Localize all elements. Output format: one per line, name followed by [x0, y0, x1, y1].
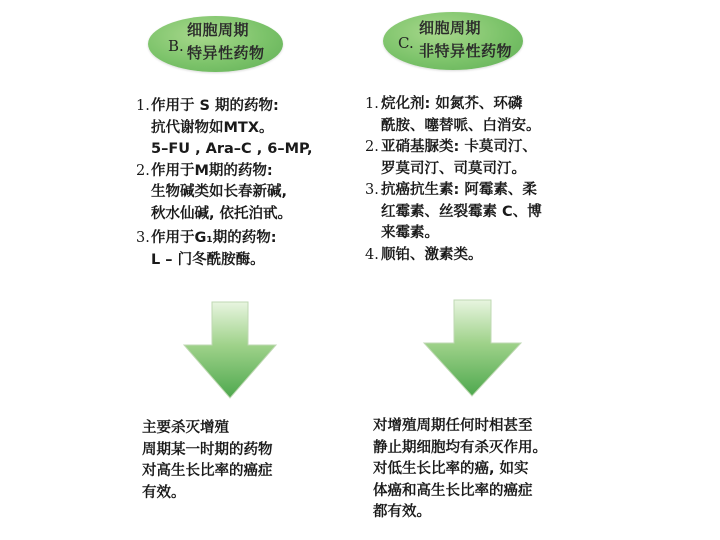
item-line: 烷化剂: 如氮芥、环磷	[381, 96, 523, 112]
drug-list-nonspecific	[365, 94, 600, 266]
result-text-specific	[142, 418, 273, 504]
result-line: 静止期细胞均有杀灭作用。	[373, 439, 547, 456]
item-line: 来霉素。	[381, 225, 439, 241]
badge-title-line2: 非特异性药物	[419, 42, 513, 60]
item-number: 1.	[365, 96, 379, 112]
item-number: 1.	[136, 98, 150, 114]
badge-title-line1: 细胞周期	[187, 21, 250, 39]
badge-letter-b: B.	[168, 37, 184, 55]
down-arrow-specific	[180, 300, 280, 400]
result-line: 对低生长比率的癌, 如实	[373, 461, 529, 477]
result-line: 有效。	[142, 484, 186, 501]
column-nonspecific	[355, 0, 605, 540]
list-item	[365, 245, 600, 267]
item-number: 3.	[136, 230, 150, 246]
down-arrow-nonspecific	[420, 298, 525, 398]
item-line: 作用于 S 期的药物:	[151, 98, 279, 114]
item-number: 3.	[365, 182, 379, 198]
list-item	[365, 180, 600, 245]
item-number: 2.	[136, 162, 150, 179]
list-item	[136, 161, 356, 226]
result-line: 周期某一时期的药物	[142, 441, 273, 458]
item-line: 抗癌抗生素: 阿霉素、柔	[381, 182, 537, 198]
item-line: 作用于M期的药物:	[151, 162, 273, 179]
list-item	[136, 228, 356, 271]
result-line: 对增殖周期任何时相甚至	[373, 418, 533, 434]
item-line: 秋水仙碱, 依托泊甙。	[151, 205, 293, 222]
list-item	[136, 96, 356, 161]
item-line: 抗代谢物如MTX。	[151, 119, 274, 136]
item-number: 4.	[365, 246, 379, 263]
badge-title-line2: 特异性药物	[187, 44, 265, 62]
item-line: 5–FU , Ara–C , 6–MP,	[151, 141, 313, 157]
list-item	[365, 137, 600, 180]
column-specific	[110, 0, 355, 540]
drug-list-specific	[136, 96, 356, 271]
list-item	[365, 94, 600, 137]
item-line: L – 门冬酰胺酶。	[151, 251, 265, 268]
item-number: 2.	[365, 139, 379, 155]
item-line: 酰胺、噻替哌、白消安。	[381, 117, 541, 134]
result-line: 主要杀灭增殖	[142, 420, 229, 436]
item-line: 罗莫司汀、司莫司汀。	[381, 160, 526, 177]
result-text-nonspecific	[373, 416, 547, 524]
result-line: 都有效。	[373, 504, 431, 520]
item-line: 作用于G₁期的药物:	[151, 230, 277, 246]
item-line: 生物碱类如长春新碱,	[151, 184, 288, 200]
result-line: 对高生长比率的癌症	[142, 463, 273, 479]
item-line: 亚硝基脲类: 卡莫司汀、	[381, 139, 537, 155]
item-line: 红霉素、丝裂霉素 C、博	[381, 203, 542, 220]
badge-title-line1: 细胞周期	[419, 19, 482, 37]
result-line: 体癌和高生长比率的癌症	[373, 482, 533, 499]
badge-letter-c: C.	[398, 34, 414, 52]
item-line: 顺铂、激素类。	[381, 246, 483, 263]
